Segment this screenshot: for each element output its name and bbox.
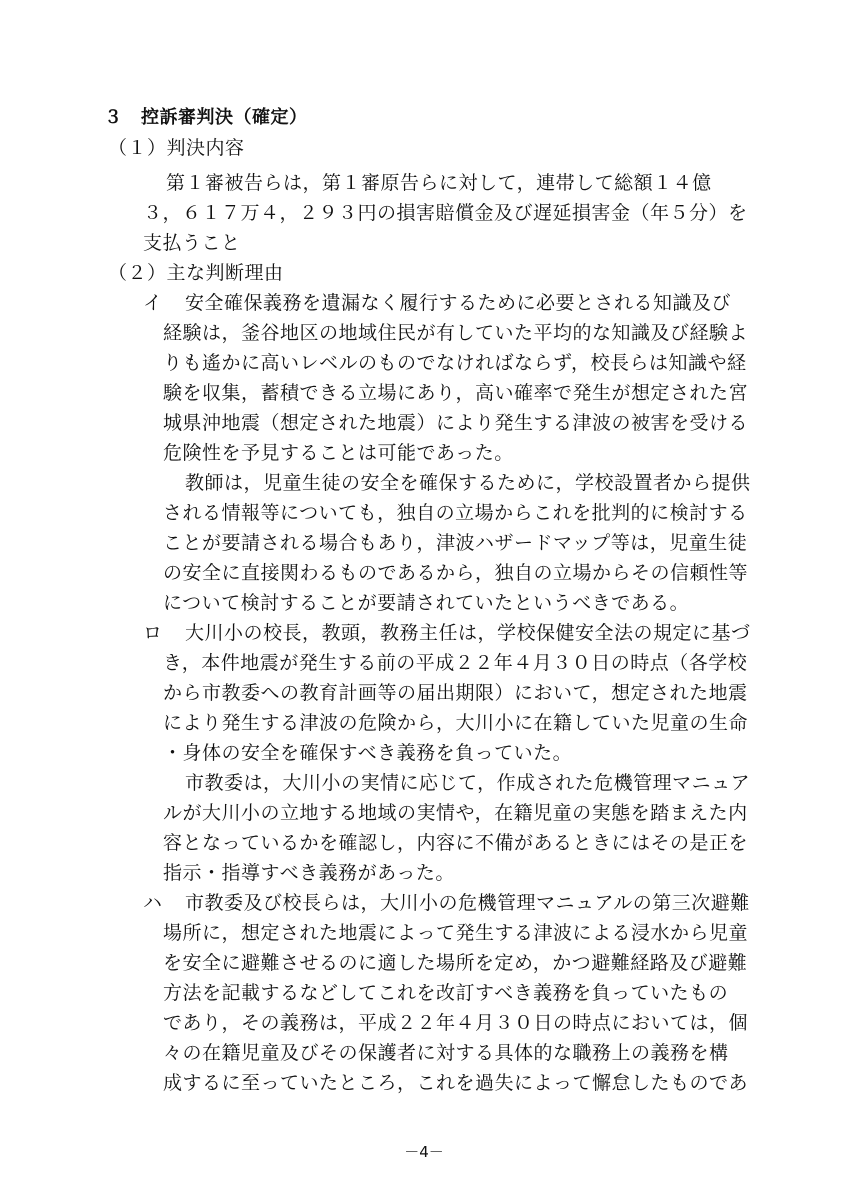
paragraph-line: 市教委は，大川小の実情に応じて，作成された危機管理マニュア bbox=[185, 772, 751, 794]
paragraph-line: 成するに至っていたところ，これを過失によって懈怠したものであ bbox=[163, 1072, 749, 1094]
paragraph-line: 第１審被告らは，第１審原告らに対して，連帯して総額１４億 bbox=[166, 172, 712, 194]
paragraph-line: から市教委への教育計画等の届出期限）において，想定された地震 bbox=[163, 682, 748, 704]
paragraph-line: される情報等についても，独自の立場からこれを批判的に検討する bbox=[163, 502, 748, 524]
item-marker-ha: ハ bbox=[143, 892, 163, 914]
paragraph-line: 市教委及び校長らは，大川小の危機管理マニュアルの第三次避難 bbox=[185, 892, 750, 914]
paragraph-line: ことが要請される場合もあり，津波ハザードマップ等は，児童生徒 bbox=[163, 532, 748, 554]
paragraph-line: ・身体の安全を確保すべき義務を負っていた。 bbox=[163, 742, 573, 764]
paragraph-line: を安全に避難させるのに適した場所を定め，かつ避難経路及び避難 bbox=[163, 952, 748, 974]
paragraph-line: 場所に，想定された地震によって発生する津波による浸水から児童 bbox=[163, 922, 749, 944]
paragraph-line: により発生する津波の危険から，大川小に在籍していた児童の生命 bbox=[163, 712, 749, 734]
paragraph-line: ３，６１７万４，２９３円の損害賠償金及び遅延損害金（年５分）を bbox=[143, 202, 748, 224]
paragraph-line: 大川小の校長，教頭，教務主任は，学校保健安全法の規定に基づ bbox=[185, 622, 751, 644]
paragraph-line: 容となっているかを確認し，内容に不備があるときにはその是正を bbox=[163, 832, 749, 854]
paragraph-line: 支払うこと bbox=[143, 232, 241, 254]
paragraph-line: ルが大川小の立地する地域の実情や，在籍児童の実態を踏まえた内 bbox=[163, 802, 748, 824]
paragraph-line: であり，その義務は，平成２２年４月３０日の時点においては，個 bbox=[163, 1012, 749, 1034]
paragraph-line: について検討することが要請されていたというべきである。 bbox=[163, 592, 690, 614]
item-marker-ro: ロ bbox=[143, 622, 163, 644]
paragraph-line: 指示・指導すべき義務があった。 bbox=[163, 862, 455, 884]
paragraph-line: 危険性を予見することは可能であった。 bbox=[163, 442, 514, 464]
paragraph-line: 安全確保義務を遺漏なく履行するために必要とされる知識及び bbox=[185, 292, 732, 314]
subsection-heading-reasons: （２）主な判断理由 bbox=[108, 262, 284, 284]
item-marker-i: イ bbox=[143, 292, 163, 314]
paragraph-line: 々の在籍児童及びその保護者に対する具体的な職務上の義務を構 bbox=[163, 1042, 729, 1064]
paragraph-line: 験を収集，蓄積できる立場にあり，高い確率で発生が想定された宮 bbox=[163, 382, 749, 404]
paragraph-line: 教師は，児童生徒の安全を確保するために，学校設置者から提供 bbox=[185, 472, 751, 494]
paragraph-line: き，本件地震が発生する前の平成２２年４月３０日の時点（各学校 bbox=[163, 652, 748, 674]
paragraph-line: の安全に直接関わるものであるから，独自の立場からその信頼性等 bbox=[163, 562, 749, 584]
paragraph-line: 方法を記載するなどしてこれを改訂すべき義務を負っていたもの bbox=[163, 982, 729, 1004]
subsection-heading-judgment: （１）判決内容 bbox=[108, 137, 245, 159]
paragraph-line: 経験は，釜谷地区の地域住民が有していた平均的な知識及び経験よ bbox=[163, 322, 749, 344]
section-heading: ３ 控訴審判決（確定） bbox=[104, 107, 308, 128]
paragraph-line: りも遙かに高いレベルのものでなければならず，校長らは知識や経 bbox=[163, 352, 747, 374]
paragraph-line: 城県沖地震（想定された地震）により発生する津波の被害を受ける bbox=[163, 412, 749, 434]
page-number: －4－ bbox=[404, 1143, 444, 1161]
